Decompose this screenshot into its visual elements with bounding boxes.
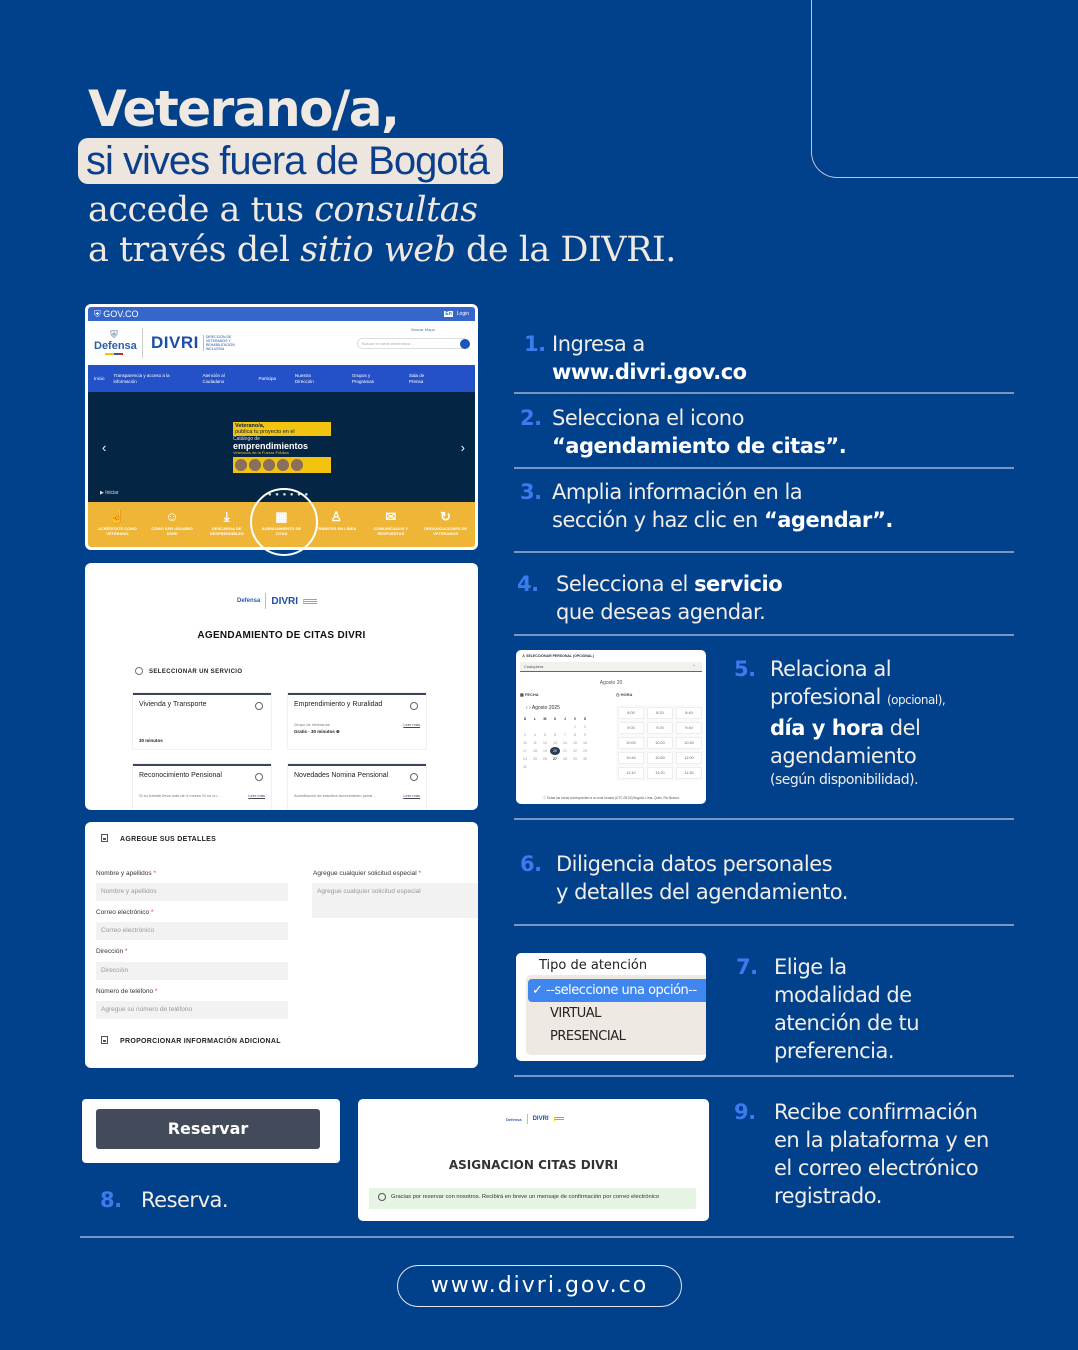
step-6: 6. Diligencia datos personales y detalles del agendamiento.	[520, 852, 848, 904]
staff-select[interactable]: Cualquiera ⌄	[520, 662, 702, 672]
calendar-day[interactable]: 10	[523, 741, 527, 745]
weekday-header: J	[564, 717, 566, 721]
calendar-day[interactable]: 18	[533, 749, 537, 753]
details-form-screenshot	[85, 822, 478, 1068]
confirmation-screenshot	[358, 1099, 709, 1221]
calendar-day	[560, 763, 570, 771]
calendar-day	[560, 723, 570, 731]
calendar-day	[530, 723, 540, 731]
service-card[interactable]: Vivienda y Transporte 30 minutos	[133, 693, 271, 749]
timezone-note: ⓘ Todas las horas corresponden a la zona horaria (UTC-05:00) Bogotá, Lima, Quito, Rio Branco	[542, 796, 680, 800]
person-card-icon	[101, 1036, 108, 1044]
chevron-right-icon[interactable]: ‹ ›	[526, 705, 531, 711]
step-1: 1. Ingresa a www.divri.gov.co	[524, 332, 747, 384]
time-slot[interactable]: 11:10	[618, 767, 644, 779]
users-icon: ☺	[165, 509, 179, 524]
login-link[interactable]: Login	[456, 311, 469, 317]
carousel-play-button[interactable]: ▶ Iniciar	[100, 490, 119, 496]
time-slot[interactable]: 9:00	[618, 722, 644, 734]
step-8: 8. Reserva.	[100, 1188, 229, 1212]
calendar-day[interactable]: 24	[523, 757, 527, 761]
gov-label[interactable]: GOV.CO	[103, 308, 139, 319]
mail-icon: ✉	[385, 509, 397, 524]
calendar-day	[570, 763, 580, 771]
calendar-day[interactable]: 31	[523, 765, 527, 769]
selected-date: Agosto 20	[599, 680, 623, 686]
divider	[514, 818, 1014, 820]
weekday-header: X	[553, 717, 557, 721]
time-slot[interactable]: 11:20	[647, 767, 673, 779]
hero-heading	[88, 82, 676, 270]
nav-item[interactable]: Transparencia y acceso a la información	[113, 372, 170, 384]
calendar-day	[530, 763, 540, 771]
details-section-heading: AGREGUE SUS DETALLES	[101, 834, 216, 843]
hero-sub-text: accede a tus	[88, 190, 315, 230]
radio-button[interactable]	[255, 773, 263, 781]
field-label: Correo electrónico *	[96, 909, 154, 916]
calendar-day	[540, 723, 550, 731]
option-presencial[interactable]: PRESENCIAL	[550, 1029, 626, 1044]
additional-info-heading[interactable]: PROPORCIONAR INFORMACIÓN ADICIONAL	[101, 1036, 281, 1045]
calendar-day[interactable]: 7	[564, 733, 566, 737]
calendar-day[interactable]: 6	[554, 733, 556, 737]
calendar-day	[520, 723, 530, 731]
read-more-link[interactable]: Leer más	[248, 793, 265, 798]
coat-of-arms-icon: ⛨	[110, 330, 118, 341]
calendar-day[interactable]: 16	[583, 741, 587, 745]
time-slot[interactable]: 11:00	[676, 752, 702, 764]
shield-icon: ⛨	[94, 308, 101, 319]
highlight-circle	[250, 488, 318, 556]
divri-logo-small: Defensa DIVRI	[237, 593, 317, 609]
time-slot[interactable]: 10:20	[647, 737, 673, 749]
calendar-day[interactable]: 8	[574, 733, 576, 737]
search-icon[interactable]	[460, 339, 470, 349]
header-links[interactable]: Buscar Mapa	[411, 327, 435, 332]
nav-item[interactable]: Grupos y Programas	[352, 372, 375, 384]
calendar-day[interactable]: 27	[553, 757, 557, 761]
weekday-header: D	[523, 717, 527, 721]
chevron-left-icon[interactable]: ‹	[102, 440, 107, 455]
language-button[interactable]: En	[445, 311, 452, 317]
calendar-day	[550, 723, 560, 731]
refresh-check-icon: ↻	[440, 509, 452, 524]
calendar-day[interactable]: 3	[524, 733, 526, 737]
info-icon: ⓘ	[542, 796, 546, 800]
weekday-header: M	[543, 717, 547, 721]
divider	[514, 1075, 1014, 1077]
services-screenshot	[85, 563, 478, 810]
calendar-day[interactable]: 19	[543, 749, 547, 753]
divri-logo-small: Defensa DIVRI	[506, 1114, 564, 1124]
quick-access-item[interactable]: ☝ ACRÉDITATE COMO VETERANO	[94, 508, 140, 550]
attention-type-dropdown[interactable]	[526, 975, 706, 1055]
name-input[interactable]: Nombre y apellidos	[96, 883, 288, 901]
calendar-day[interactable]: 5	[544, 733, 546, 737]
divider	[514, 392, 1014, 394]
radio-button[interactable]	[410, 702, 418, 710]
divider	[514, 924, 1014, 926]
clock-icon: ◷	[616, 692, 620, 697]
time-slot[interactable]: 8:00	[618, 707, 644, 719]
website-link[interactable]: www.divri.gov.co	[397, 1265, 682, 1307]
check-circle-icon	[378, 1193, 386, 1201]
calendar-day[interactable]: 22	[573, 749, 577, 753]
quick-access-item[interactable]: ↻ ORGANIZACIONES DE VETERANOS	[423, 509, 468, 536]
calendar-day[interactable]: 23	[583, 749, 587, 753]
weekday-header: S	[583, 717, 587, 721]
calendar-day[interactable]: 11	[533, 741, 537, 745]
attention-type-screenshot	[516, 953, 706, 1061]
service-card[interactable]: Reconocimiento Pensional Si su trámite lleva más de 4 meses Si no cu... Leer más	[133, 764, 271, 810]
step-9: 9. Recibe confirmación en la plataforma y en el correo electrónico registrado.	[734, 1100, 989, 1208]
special-request-textarea[interactable]: Agregue cualquier solicitud especial	[312, 883, 478, 918]
reserve-button[interactable]: Reservar	[96, 1109, 320, 1149]
read-more-link[interactable]: Leer más	[403, 793, 420, 798]
defensa-logo[interactable]: ⛨ Defensa	[94, 331, 134, 355]
calendar-day[interactable]: 2	[584, 725, 586, 729]
calendar-day[interactable]: 4	[534, 733, 536, 737]
decorative-corner-frame	[811, 0, 1078, 178]
person-card-icon	[101, 834, 108, 842]
email-input[interactable]: Correo electrónico	[96, 922, 288, 940]
calendar-day[interactable]: 12	[543, 741, 547, 745]
carousel-slide[interactable]: Veterano/a, publica tu proyecto en el Catálogo de emprendimientos Veteranos de la Fuerza Pública	[233, 422, 331, 473]
attention-type-label: Tipo de atención	[539, 958, 648, 973]
calendar-day[interactable]: 9	[584, 733, 586, 737]
weekday-header: L	[533, 717, 537, 721]
services-section-heading: SELECCIONAR UN SERVICIO	[135, 667, 242, 675]
step-5: 5. Relaciona al profesional (opcional), día y hora del agendamiento (según disponibilidad).	[734, 657, 946, 788]
calendar-day[interactable]: 13	[553, 741, 557, 745]
divider	[514, 634, 1014, 636]
divider	[514, 467, 1014, 469]
calendar-icon: ▦	[520, 692, 524, 697]
calendar-day[interactable]: 28	[563, 757, 567, 761]
nav-item[interactable]: Nuestra Dirección	[295, 372, 314, 384]
hero-sub-italic: sitio web	[300, 230, 456, 270]
time-picker: ◷ HORA 8:00 8:20 8:40 9:00 9:20 9:40 10:00 10:20 10:30 10:40 10:50 11:00 11:10 11:20 11:30	[610, 692, 700, 781]
field-label: Número de teléfono *	[96, 988, 158, 995]
quick-access-item-agendamiento[interactable]: ▦ AGENDAMIENTO DE CITAS	[258, 508, 304, 550]
calendar-screenshot	[516, 650, 706, 804]
site-search-input[interactable]: Buscar en sede electrónica ...	[357, 338, 469, 349]
time-slot[interactable]: 9:20	[647, 722, 673, 734]
calendar-touch-icon: ▦	[275, 509, 288, 524]
hero-sub-text: a través del	[88, 230, 301, 270]
service-card[interactable]: Novedades Nomina Pensional Acreditación de estudios Acrecimiento pensi... Leer más	[288, 764, 426, 810]
calendar-day[interactable]: 26	[543, 757, 547, 761]
gov-bar	[88, 307, 475, 321]
hero-title: Veterano/a,	[88, 80, 399, 138]
nav-item[interactable]: Inicio	[94, 375, 105, 381]
service-hand-icon: ♙	[330, 509, 342, 524]
calendar-day[interactable]: 20	[550, 747, 560, 755]
quick-access-item[interactable]: ✉ COMUNICADOS Y RESPUESTAS	[368, 508, 414, 550]
hero-carousel	[88, 392, 475, 502]
option-selected[interactable]: ✓ --seleccione una opción--	[528, 979, 706, 1002]
confirmation-message: Gracias por reservar con nosotros. Recibirá en breve un mensaje de confirmación por correo electrónico	[369, 1188, 696, 1209]
hero-sub-italic: consultas	[314, 190, 478, 230]
nav-item[interactable]: Participa	[258, 375, 277, 381]
person-icon: ♙	[522, 654, 526, 658]
hero-subtitle	[88, 190, 676, 270]
date-picker: ▦ FECHA ‹ › Agosto 2025 D L M X J V S 1 2 3 4 5 6 7 8 9 10 11 12 13 14 15 16 17 18 19 20 21 22 23 24 25 26 27 28 29 30 31	[520, 692, 610, 781]
divider	[514, 551, 1014, 553]
footer-divider	[80, 1236, 1014, 1238]
time-slot[interactable]: 10:40	[618, 752, 644, 764]
hand-icon: ☝	[109, 509, 126, 524]
nav-item[interactable]: Sala de Prensa	[409, 372, 425, 384]
checkmark-icon: ✓	[532, 983, 547, 998]
weekday-header: V	[573, 717, 577, 721]
services-title: AGENDAMIENTO DE CITAS DIVRI	[197, 630, 366, 641]
quick-access-item[interactable]: ♙ TRÁMITES EN LÍNEA	[313, 508, 359, 550]
address-input[interactable]: Dirección	[96, 962, 288, 980]
calendar-day[interactable]: 15	[573, 741, 577, 745]
calendar-day	[550, 763, 560, 771]
time-slot[interactable]: 9:40	[676, 722, 702, 734]
chevron-right-icon[interactable]: ›	[460, 440, 465, 455]
calendar-day[interactable]: 30	[583, 757, 587, 761]
carousel-dots[interactable]: ● ● ● ● ● ●	[268, 492, 310, 498]
time-slot[interactable]: 11:30	[676, 767, 702, 779]
time-slot[interactable]: 10:30	[676, 737, 702, 749]
calendar-day[interactable]: 1	[574, 725, 576, 729]
photo-strip	[233, 457, 331, 473]
calendar-day[interactable]: 29	[573, 757, 577, 761]
time-slot[interactable]: 10:00	[618, 737, 644, 749]
time-slot[interactable]: 8:40	[676, 707, 702, 719]
field-label: Agregue cualquier solicitud especial *	[313, 870, 422, 877]
divri-subtitle: DIRECCIÓN DE VETERANOS Y REHABILITACIÓN INCLUSIVA	[203, 335, 233, 351]
nav-item[interactable]: Atención al Ciudadano	[202, 372, 225, 384]
calendar-grid	[520, 715, 590, 771]
step-3: 3. Amplia información en la sección y haz clic en “agendar”.	[520, 480, 893, 532]
field-label: Nombre y apellidos *	[96, 870, 156, 877]
step-2: 2. Selecciona el icono “agendamiento de citas”.	[520, 406, 847, 458]
calendar-day[interactable]: 17	[523, 749, 527, 753]
site-header	[88, 321, 475, 365]
quick-access-item[interactable]: ⤓ DESCARGA DE DESPRENDIBLES	[204, 508, 250, 550]
reserve-screenshot	[82, 1099, 340, 1163]
radio-button[interactable]	[255, 702, 263, 710]
calendar-day[interactable]: 25	[533, 757, 537, 761]
check-circle-icon	[135, 667, 143, 675]
phone-input[interactable]: Agregue su número de teléfono	[96, 1001, 288, 1019]
time-slot[interactable]: 10:50	[647, 752, 673, 764]
site-nav	[88, 365, 475, 392]
calendar-day[interactable]: 21	[563, 749, 567, 753]
step-7: 7. Elige la modalidad de atención de tu preferencia.	[736, 955, 920, 1063]
service-card[interactable]: Emprendimiento y Ruralidad Grupo de Veteranos Leer más Gratis · 30 minutos ⊕	[288, 693, 426, 749]
step-4: 4. Selecciona el servicio que deseas agendar.	[517, 572, 783, 624]
staff-label: ♙ SELECCIONAR PERSONAL (OPCIONAL)	[522, 654, 594, 658]
hero-sub-text: de la DIVRI.	[455, 230, 676, 270]
calendar-day	[540, 763, 550, 771]
confirmation-title: ASIGNACION CITAS DIVRI	[448, 1158, 619, 1172]
time-slot[interactable]: 8:20	[647, 707, 673, 719]
download-icon: ⤓	[223, 509, 230, 524]
calendar-day[interactable]: 14	[563, 741, 567, 745]
hero-highlight: si vives fuera de Bogotá	[78, 138, 503, 184]
quick-access-item[interactable]: ☺ CÓMO SER USUARIO DIVRI	[149, 508, 195, 550]
field-label: Dirección *	[96, 948, 128, 955]
calendar-day	[580, 763, 590, 771]
globe-icon: ⊕	[336, 729, 340, 734]
read-more-link[interactable]: Leer más	[403, 722, 420, 727]
divri-logo[interactable]: DIVRI	[151, 333, 199, 352]
option-virtual[interactable]: VIRTUAL	[550, 1006, 601, 1021]
radio-button[interactable]	[410, 773, 418, 781]
